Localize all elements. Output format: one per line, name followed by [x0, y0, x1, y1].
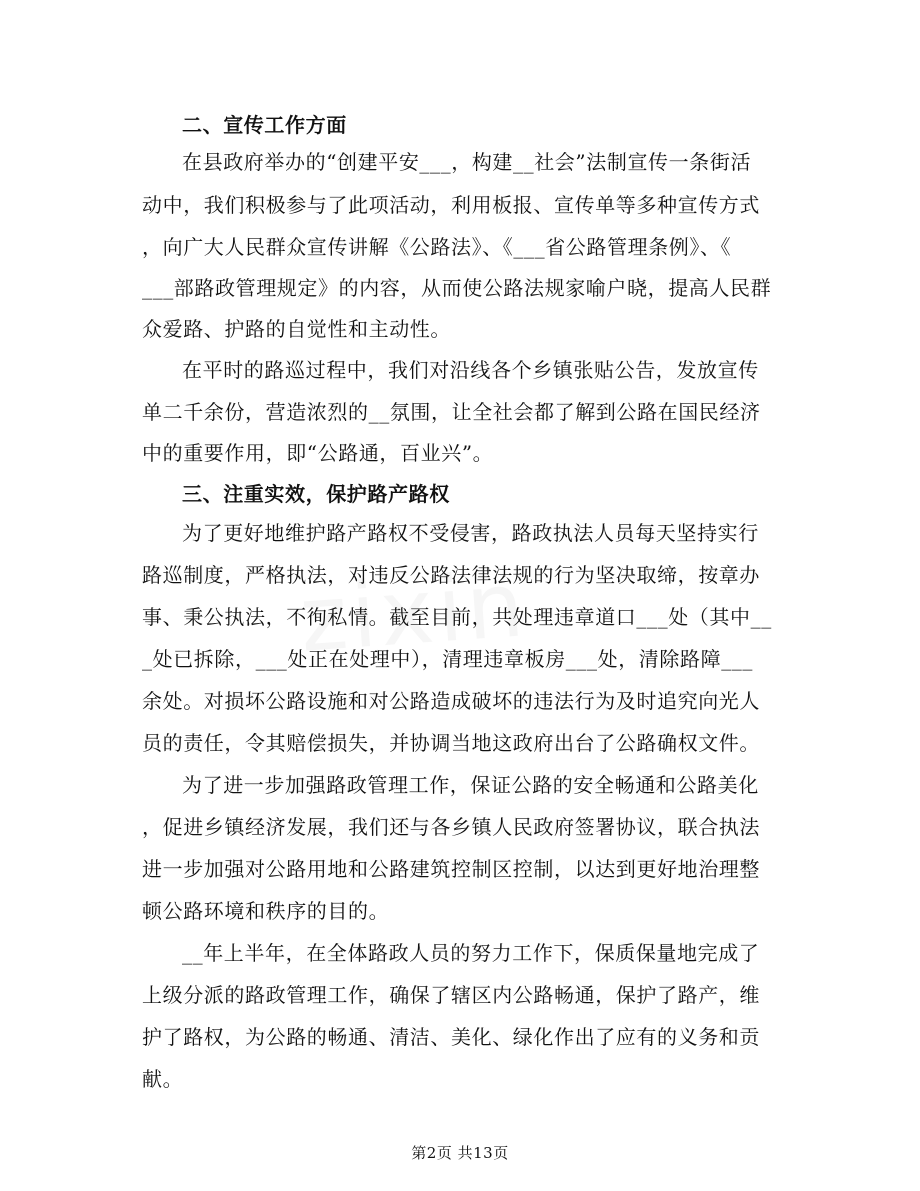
- paragraph-line: 献。: [142, 1067, 184, 1091]
- page-number-footer: 第2页 共13页: [411, 1144, 509, 1162]
- paragraph-line: 中的重要作用，即“公路通，百业兴”。: [142, 441, 494, 465]
- paragraph-line: 员的责任，令其赔偿损失，并协调当地这政府出台了公路确权文件。: [142, 731, 760, 755]
- paragraph-line: 在县政府举办的“创建平安___，构建__社会”法制宣传一条街活: [182, 150, 752, 174]
- paragraph-line: 进一步加强对公路用地和公路建筑控制区控制，以达到更好地治理整: [142, 857, 760, 881]
- paragraph-line: ，促进乡镇经济发展，我们还与各乡镇人民政府签署协议，联合执法: [142, 815, 760, 839]
- paragraph-line: 护了路权，为公路的畅通、清洁、美化、绿化作出了应有的义务和贡: [142, 1025, 760, 1049]
- section-heading: 三、注重实效，保护路产路权: [182, 482, 450, 506]
- section-heading: 二、宣传工作方面: [182, 113, 347, 137]
- paragraph-line: __年上半年，在全体路政人员的努力工作下，保质保量地完成了: [182, 941, 760, 965]
- paragraph-line: 众爱路、护路的自觉性和主动性。: [142, 317, 451, 341]
- paragraph-line: 单二千余份，营造浓烈的__氛围，让全社会都了解到公路在国民经济: [142, 400, 761, 424]
- paragraph-line: 动中，我们积极参与了此项活动，利用板报、宣传单等多种宣传方式: [142, 193, 760, 217]
- paragraph-line: ___部路政管理规定》的内容，从而使公路法规家喻户晓，提高人民群: [142, 276, 772, 300]
- paragraph-line: 上级分派的路政管理工作，确保了辖区内公路畅通，保护了路产，维: [142, 983, 760, 1007]
- paragraph-line: 为了进一步加强路政管理工作，保证公路的安全畅通和公路美化: [182, 773, 759, 797]
- paragraph-line: 路巡制度，严格执法，对违反公路法律法规的行为坚决取缔，按章办: [142, 563, 760, 587]
- paragraph-line: ，向广大人民群众宣传讲解《公路法》、《___省公路管理条例》、《: [142, 235, 732, 259]
- paragraph-line: 在平时的路巡过程中，我们对沿线各个乡镇张贴公告，发放宣传: [182, 358, 759, 382]
- paragraph-line: 事、秉公执法，不徇私情。截至目前，共处理违章道口___处（其中__: [142, 605, 772, 629]
- paragraph-line: 为了更好地维护路产路权不受侵害，路政执法人员每天坚持实行: [182, 521, 759, 545]
- paragraph-line: _处已拆除，___处正在处理中），清理违章板房___处，清除路障___: [142, 647, 753, 671]
- paragraph-line: 顿公路环境和秩序的目的。: [142, 899, 390, 923]
- paragraph-line: 余处。对损坏公路设施和对公路造成破坏的违法行为及时追究向光人: [142, 689, 760, 713]
